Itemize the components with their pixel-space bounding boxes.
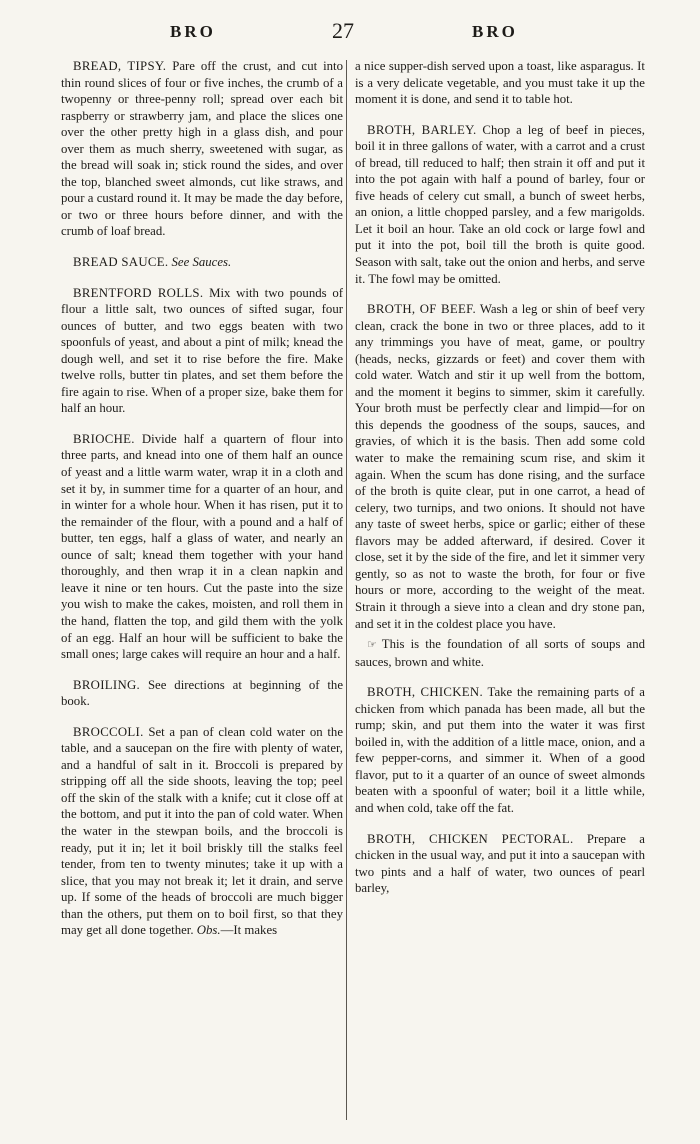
running-head-left: BRO [170,22,216,41]
running-head-right: BRO [472,22,518,41]
entry-broth-of-beef [355,301,645,632]
entry-bread-sauce [61,254,343,271]
column-divider [346,60,347,1120]
entry-text: See directions at beginning of the book. [61,677,343,709]
obs-label: Obs. [196,923,221,938]
entry-broiling [61,677,343,710]
entry-text: Divide half a quartern of flour into three parts, and knead into one of them half an ounce of yeast and a little warm water, wrap it in a cloth and set it by, in summer time for a quarter of an hour, and in winter for a whole hour. When it has risen, put it to the remainder of the flour, with a pound and a half of butter, ten eggs, half a glass of water, and nearly an ounce of salt; knead them together with your hand thoroughly, and then wrap it in a clean napkin and leave it nine or ten hours. Cut the paste into the size you wish to make the cakes, moisten, and roll them in the hand, flatten the top, and gild them with the yolk of an egg. Half an hour will be sufficient to bake the small ones; large cakes will require an hour and a half. [61,431,343,662]
entry-broth-chicken [355,684,645,816]
right-column [355,58,645,911]
entry-headword: BREAD SAUCE. [73,255,169,270]
entry-text: Mix with two pounds of flour a little salt, two ounces of sifted sugar, four ounces of butter, and two eggs beaten with two spoonfuls of yeast, and about a pint of milk; knead the dough well, and set it to rise before the fire. Make twelve rolls, butter tin plates, and set them before the fire again to rise. When of a proper size, bake them for half an hour. [61,285,343,416]
note-text: This is the foundation of all sorts of soups and sauces, brown and white. [355,637,646,669]
page-number: 27 [332,18,354,43]
entry-bread-tipsy [61,58,343,240]
entry-brentford-rolls [61,285,343,417]
pointing-hand-icon: ☞ [367,639,376,652]
left-column [61,58,343,953]
broth-note [355,636,645,670]
entry-text: Chop a leg of beef in pieces, boil it in three gallons of water, with a carrot and a crust of bread, till reduced to half; then strain it off and put it into the pot again with half a pound of barley, four or five heads of celery cut small, a bunch of sweet herbs, an onion, a little chopped parsley, and a few marigolds. Let it boil an hour. Take an old cock or large fowl and put it into the pot, boil till the broth is quite good. Season with salt, take out the onion and herbs, and serve it. The fowl may be omitted. [355,122,645,286]
entry-broth-barley [355,122,645,287]
entry-headword: BRENTFORD ROLLS. [73,285,204,300]
entry-headword: BROTH, CHICKEN PECTORAL. [367,831,574,846]
entry-text: Prepare a chicken in the usual way, and put it into a saucepan with two pints and a half of water, two ounces of pearl barley, [355,831,645,896]
cross-reference: See Sauces. [171,255,232,270]
running-head [40,18,660,52]
entry-broccoli-continued [355,58,645,108]
entry-headword: BRIOCHE. [73,431,135,446]
entry-text: Wash a leg or shin of beef very clean, crack the bone in two or three places, add to it any trimmings you have of meat, game, or poultry (heads, necks, gizzards or feet) and cover them with cold water. Watch and stir it up well from the bottom, and the moment it begins to simmer, skim it carefully. Your broth must be perfectly clear and limpid—for on this depends the goodness of the soups, sauces, and gravies, of which it is the basis. Then add some cold water to make the remaining scum rise, and skim it again. When the scum has done rising, and the surface of the broth is quite clear, put in one carrot, a head of celery, two turnips, and two onions. It should not have any taste of sweet herbs, spice or garlic; either of these flavors may be added afterward, if desired. Cover it close, set it by the side of the fire, and let it simmer very gently, so as not to waste the broth, for four or five hours or more, according to the weight of the meat. Strain it through a sieve into a clean and dry stone pan, and set it in the coldest place you have. [355,302,646,631]
entry-text: a nice supper-dish served upon a toast, like asparagus. It is a very delicate vegetable, and you must take it up the moment it is done, and send it to table hot. [355,59,645,107]
entry-text: Take the remaining parts of a chicken from which panada has been made, all but the rump; skin, and put them into the water it was first boiled in, with the addition of a little mace, onion, and a few pepper-corns, and simmer it. When of a good flavor, put to it a quarter of an ounce of sweet almonds beaten with a spoonful of water; boil it a little while, and when cold, take off the fat. [355,685,645,815]
entry-text: Set a pan of clean cold water on the table, and a saucepan on the fire with plenty of water, and a handful of salt in it. Broccoli is prepared by stripping off all the side shoots, leaving the top; peel off the skin of the stalk with a knife; cut it close off at the bottom, and put it into the pan of cold water. When the water in the stewpan boils, and the broccoli is ready, put it in; let it boil briskly till the stalks feel tender, from ten to twenty minutes; take it up with a slice, that you may not break it; let it drain, and serve up. If some of the heads of broccoli are much bigger than the others, put them on to boil first, so that they may get all done together. [61,724,344,938]
entry-brioche [61,431,343,663]
entry-broth-chicken-pectoral [355,831,645,897]
entry-broccoli [61,724,343,939]
entry-headword: BROCCOLI. [73,724,144,739]
entry-text: Pare off the crust, and cut into thin round slices of four or five inches, the crumb of a twopenny or three-penny roll; spread over each bit raspberry or strawberry jam, and place the slices one over the other pretty high in a glass dish, and pour over them as much sherry, sweetened with sugar, as the bread will soak in; stick round the sides, and over the top, blanched sweet almonds, cut like straws, and pour a custard round it. It may be made the day before, or two or three hours before dinner, and with the crumb of loaf bread. [61,59,343,239]
entry-headword: BROTH, BARLEY. [367,122,477,137]
entry-headword: BREAD, TIPSY. [73,59,167,73]
entry-text-tail: —It makes [220,923,278,938]
entry-headword: BROILING. [73,677,141,692]
entry-headword: BROTH, OF BEEF. [367,302,476,317]
entry-headword: BROTH, CHICKEN. [367,685,483,700]
